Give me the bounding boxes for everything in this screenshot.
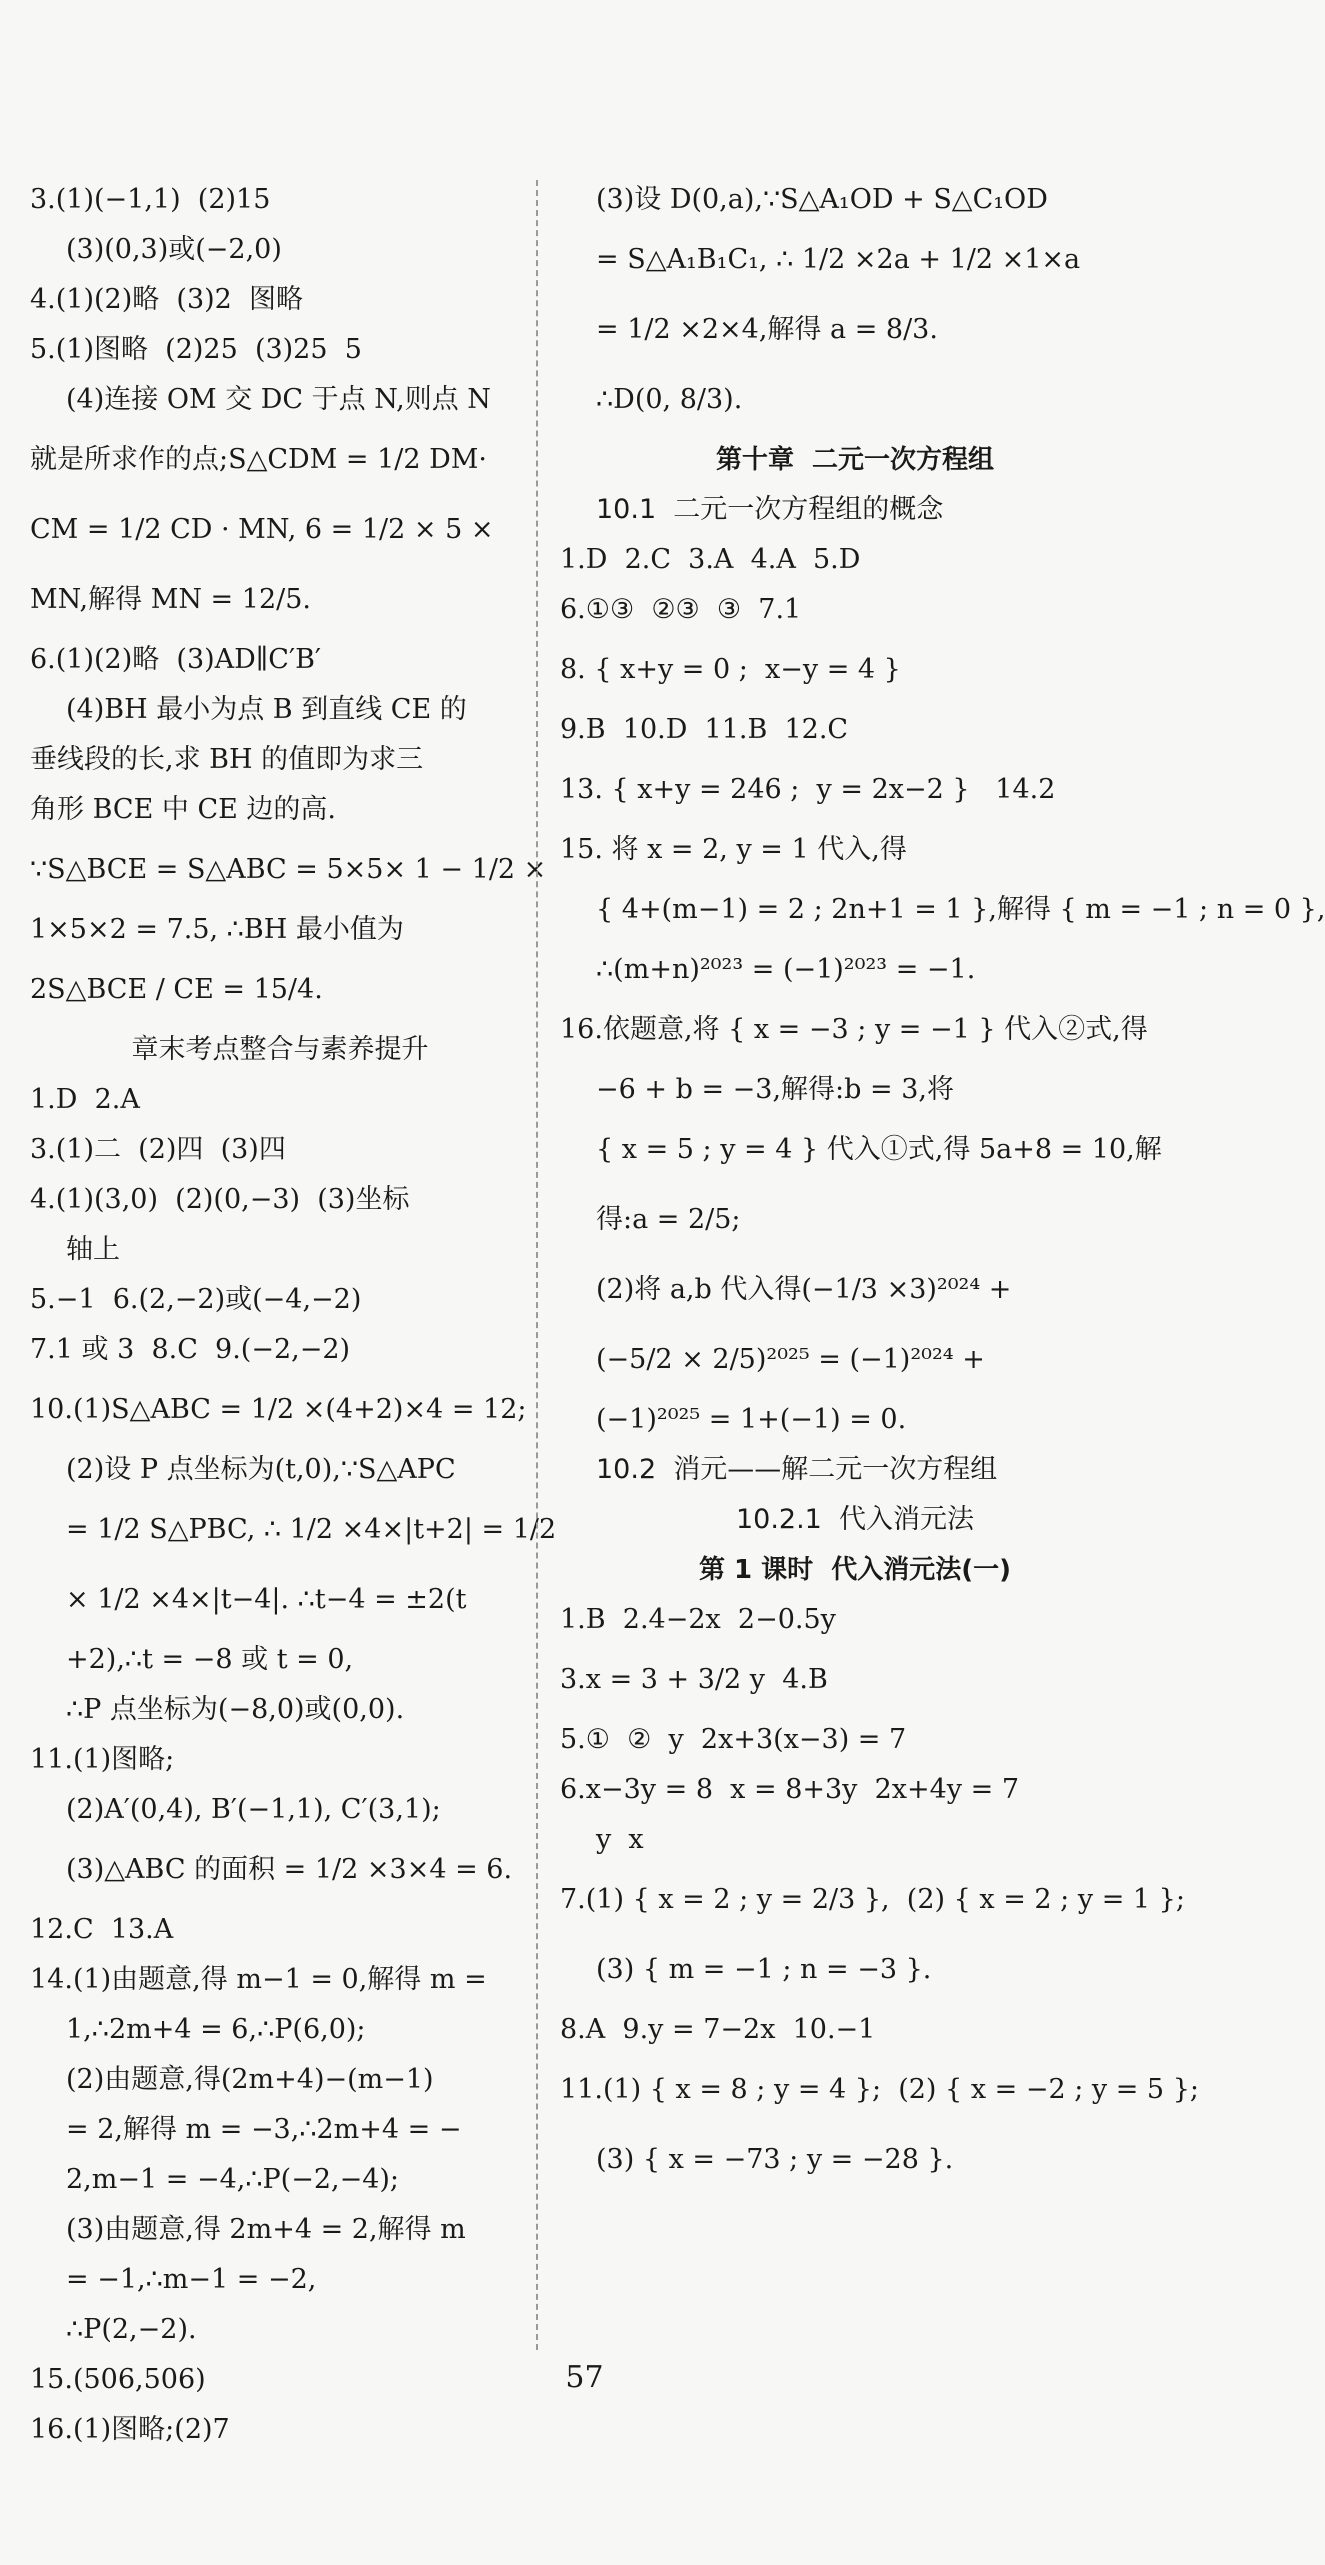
left-line: 2S△BCE / CE = 15/4. (30, 974, 323, 1005)
left-line: (4)BH 最小为点 B 到直线 CE 的 (66, 694, 467, 725)
left-line: 章末考点整合与素养提升 (131, 1034, 429, 1065)
left-line: 就是所求作的点;S△CDM = 1/2 DM· (30, 444, 488, 475)
left-line: 5.(1)图略 (2)25 (3)25 5 (30, 334, 362, 365)
right-line: 第十章 二元一次方程组 (715, 445, 995, 475)
right-line: 6.①③ ②③ ③ 7.1 (560, 594, 802, 625)
right-column (560, 175, 1325, 2195)
left-line: (3)△ABC 的面积 = 1/2 ×3×4 = 6. (66, 1854, 513, 1885)
right-line: 第 1 课时 代入消元法(一) (698, 1555, 1012, 1585)
left-line: 15.(506,506) (30, 2364, 206, 2395)
left-line: 4.(1)(2)略 (3)2 图略 (30, 284, 304, 315)
left-line: ∴P 点坐标为(−8,0)或(0,0). (66, 1694, 405, 1725)
left-line: (2)A′(0,4), B′(−1,1), C′(3,1); (66, 1794, 441, 1825)
right-line: (3) { m = −1 ; n = −3 }. (596, 1954, 932, 1985)
left-line: 12.C 13.A (30, 1914, 174, 1945)
left-line: 1×5×2 = 7.5, ∴BH 最小值为 (30, 914, 404, 945)
right-line: 3.x = 3 + 3/2 y 4.B (560, 1664, 828, 1695)
right-line: 16.依题意,将 { x = −3 ; y = −1 } 代入②式,得 (560, 1014, 1148, 1045)
right-line: y x (596, 1824, 644, 1855)
right-line: { 4+(m−1) = 2 ; 2n+1 = 1 },解得 { m = −1 ; n = 0 }, (596, 894, 1325, 925)
left-line: 2,m−1 = −4,∴P(−2,−4); (66, 2164, 400, 2195)
left-line: 轴上 (66, 1234, 120, 1265)
left-column (30, 175, 557, 2455)
left-line: (2)设 P 点坐标为(t,0),∵S△APC (66, 1454, 456, 1485)
right-line: 6.x−3y = 8 x = 8+3y 2x+4y = 7 (560, 1774, 1020, 1805)
left-line: 4.(1)(3,0) (2)(0,−3) (3)坐标 (30, 1184, 410, 1215)
left-line: 16.(1)图略;(2)7 (30, 2414, 230, 2445)
right-line: ∴D(0, 8/3). (596, 384, 743, 415)
right-line: = S△A₁B₁C₁, ∴ 1/2 ×2a + 1/2 ×1×a (596, 244, 1081, 275)
right-line: 11.(1) { x = 8 ; y = 4 }; (2) { x = −2 ; y = 5 }; (560, 2074, 1199, 2105)
column-divider (536, 180, 538, 2350)
left-line: 3.(1)二 (2)四 (3)四 (30, 1134, 286, 1165)
right-line: (−1)²⁰²⁵ = 1+(−1) = 0. (596, 1404, 907, 1435)
right-line: 8.A 9.y = 7−2x 10.−1 (560, 2014, 876, 2045)
left-line: ∴P(2,−2). (66, 2314, 197, 2345)
right-line: 1.D 2.C 3.A 4.A 5.D (560, 544, 861, 575)
left-line: 10.(1)S△ABC = 1/2 ×(4+2)×4 = 12; (30, 1394, 527, 1425)
left-line: × 1/2 ×4×|t−4|. ∴t−4 = ±2(t (66, 1584, 467, 1615)
left-line: 11.(1)图略; (30, 1744, 175, 1775)
left-line: = −1,∴m−1 = −2, (66, 2264, 317, 2295)
left-line: 1,∴2m+4 = 6,∴P(6,0); (66, 2014, 366, 2045)
left-line: 5.−1 6.(2,−2)或(−4,−2) (30, 1284, 362, 1315)
right-line: { x = 5 ; y = 4 } 代入①式,得 5a+8 = 10,解 (596, 1134, 1162, 1165)
right-line: 10.1 二元一次方程组的概念 (596, 494, 944, 525)
left-line: (3)由题意,得 2m+4 = 2,解得 m (66, 2214, 466, 2245)
left-line: ∵S△BCE = S△ABC = 5×5× 1 − 1/2 × (30, 854, 547, 885)
left-line: 3.(1)(−1,1) (2)15 (30, 184, 271, 215)
right-line: −6 + b = −3,解得:b = 3,将 (596, 1074, 954, 1105)
left-line: = 2,解得 m = −3,∴2m+4 = − (66, 2114, 462, 2145)
left-line: (2)由题意,得(2m+4)−(m−1) (66, 2064, 434, 2095)
right-line: 7.(1) { x = 2 ; y = 2/3 }, (2) { x = 2 ; y = 1 }; (560, 1884, 1185, 1915)
right-line: 8. { x+y = 0 ; x−y = 4 } (560, 654, 901, 685)
left-line: 7.1 或 3 8.C 9.(−2,−2) (30, 1334, 351, 1365)
left-line: 14.(1)由题意,得 m−1 = 0,解得 m = (30, 1964, 487, 1995)
left-line: 角形 BCE 中 CE 边的高. (30, 794, 336, 825)
right-line: (3) { x = −73 ; y = −28 }. (596, 2144, 954, 2175)
left-line: CM = 1/2 CD · MN, 6 = 1/2 × 5 × (30, 514, 494, 545)
right-line: (−5/2 × 2/5)²⁰²⁵ = (−1)²⁰²⁴ + (596, 1344, 985, 1375)
left-line: MN,解得 MN = 12/5. (30, 584, 311, 615)
left-line: (4)连接 OM 交 DC 于点 N,则点 N (66, 384, 491, 415)
page-number: 57 (565, 2360, 604, 2395)
right-line: 5.① ② y 2x+3(x−3) = 7 (560, 1724, 907, 1755)
right-line: 1.B 2.4−2x 2−0.5y (560, 1604, 836, 1635)
right-line: 15. 将 x = 2, y = 1 代入,得 (560, 834, 907, 865)
right-line: ∴(m+n)²⁰²³ = (−1)²⁰²³ = −1. (596, 954, 976, 985)
right-line: 13. { x+y = 246 ; y = 2x−2 } 14.2 (560, 774, 1056, 805)
left-line: 6.(1)(2)略 (3)AD∥C′B′ (30, 644, 322, 675)
right-line: (3)设 D(0,a),∵S△A₁OD + S△C₁OD (596, 184, 1048, 215)
right-line: 得:a = 2/5; (596, 1204, 741, 1235)
right-line: 9.B 10.D 11.B 12.C (560, 714, 849, 745)
right-line: 10.2.1 代入消元法 (735, 1504, 975, 1535)
right-line: 10.2 消元——解二元一次方程组 (596, 1454, 998, 1485)
left-line: 1.D 2.A (30, 1084, 140, 1115)
right-line: (2)将 a,b 代入得(−1/3 ×3)²⁰²⁴ + (596, 1274, 1012, 1305)
left-line: 垂线段的长,求 BH 的值即为求三 (30, 744, 424, 775)
left-line: (3)(0,3)或(−2,0) (66, 234, 282, 265)
left-line: +2),∴t = −8 或 t = 0, (66, 1644, 354, 1675)
right-line: = 1/2 ×2×4,解得 a = 8/3. (596, 314, 938, 345)
left-line: = 1/2 S△PBC, ∴ 1/2 ×4×|t+2| = 1/2 (66, 1514, 557, 1545)
